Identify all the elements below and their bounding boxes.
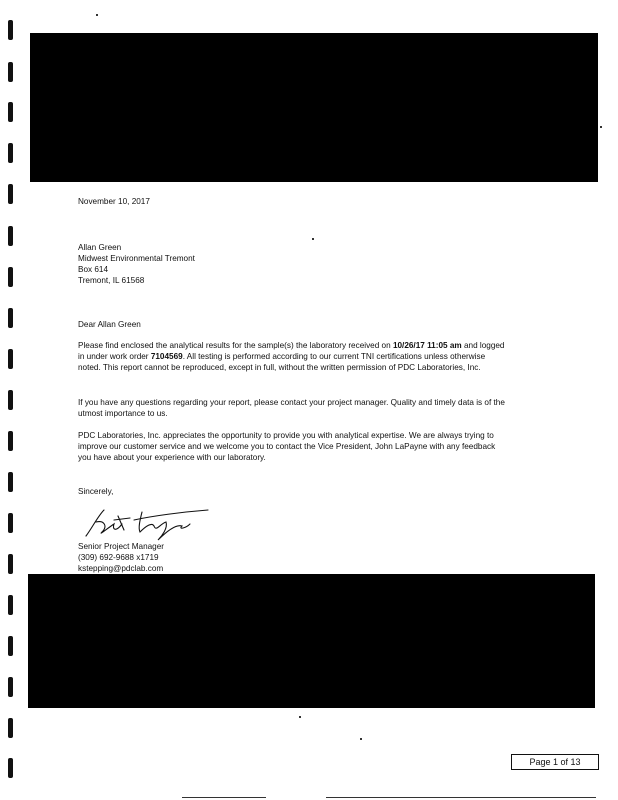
redacted-footer-block — [28, 574, 595, 708]
address-line: Box 614 — [78, 265, 109, 274]
paragraph-questions: If you have any questions regarding your report, please contact your project manager. Quality and timely data is of the utmost importance to us. — [78, 398, 505, 418]
footer-rule — [182, 797, 266, 798]
binder-hole — [8, 267, 13, 287]
binder-hole — [8, 308, 13, 328]
paragraph-results — [78, 340, 508, 373]
page-number-box: Page 1 of 13 — [511, 754, 599, 770]
binder-hole — [8, 349, 13, 369]
closing: Sincerely, — [78, 487, 114, 496]
binder-hole — [8, 513, 13, 533]
signer-phone: (309) 692-9688 x1719 — [78, 553, 159, 562]
binder-hole — [8, 184, 13, 204]
address-line: Midwest Environmental Tremont — [78, 254, 195, 263]
footer-rule — [326, 797, 596, 798]
recipient-address — [78, 242, 195, 286]
binder-hole — [8, 636, 13, 656]
received-datetime: 10/26/17 11:05 am — [392, 341, 462, 350]
binder-hole — [8, 226, 13, 246]
binder-hole — [8, 390, 13, 410]
salutation: Dear Allan Green — [78, 320, 141, 329]
binder-hole — [8, 143, 13, 163]
signer-title: Senior Project Manager — [78, 542, 165, 551]
binder-hole — [8, 677, 13, 697]
binder-hole — [8, 102, 13, 122]
paragraph-appreciation: PDC Laboratories, Inc. appreciates the opportunity to provide you with analytical expertise. We are always trying to improve our customer service and we welcome you to contact the Vice President, John LaPayne with any feedback you have about your experience with our laboratory. — [78, 431, 496, 462]
address-line: Tremont, IL 61568 — [78, 276, 145, 285]
scan-speck — [96, 14, 98, 16]
address-line: Allan Green — [78, 243, 122, 252]
letter-date: November 10, 2017 — [78, 197, 150, 206]
scan-speck — [299, 716, 301, 718]
binder-hole — [8, 554, 13, 574]
binder-hole — [8, 20, 13, 40]
binder-hole — [8, 62, 13, 82]
redacted-letterhead — [30, 33, 598, 182]
binder-hole — [8, 472, 13, 492]
scan-speck — [360, 738, 362, 740]
paragraph-text: . All testing is performed according to our current TNI certifications unless otherwise noted. This report cannot be reproduced, except in full, without the written permission of PDC Laboratories, Inc. — [78, 352, 486, 372]
scan-speck — [600, 126, 602, 128]
work-order-number: 7104569 — [150, 352, 183, 361]
binder-hole — [8, 758, 13, 778]
handwritten-signature — [82, 502, 212, 544]
paragraph-text: and logged in under work order — [78, 341, 505, 361]
binder-hole — [8, 431, 13, 451]
paragraph-text: Please find enclosed the analytical results for the sample(s) the laboratory received on — [78, 341, 393, 350]
scan-speck — [312, 238, 314, 240]
binder-hole — [8, 718, 13, 738]
signer-email: kstepping@pdclab.com — [78, 564, 164, 573]
binder-hole — [8, 595, 13, 615]
